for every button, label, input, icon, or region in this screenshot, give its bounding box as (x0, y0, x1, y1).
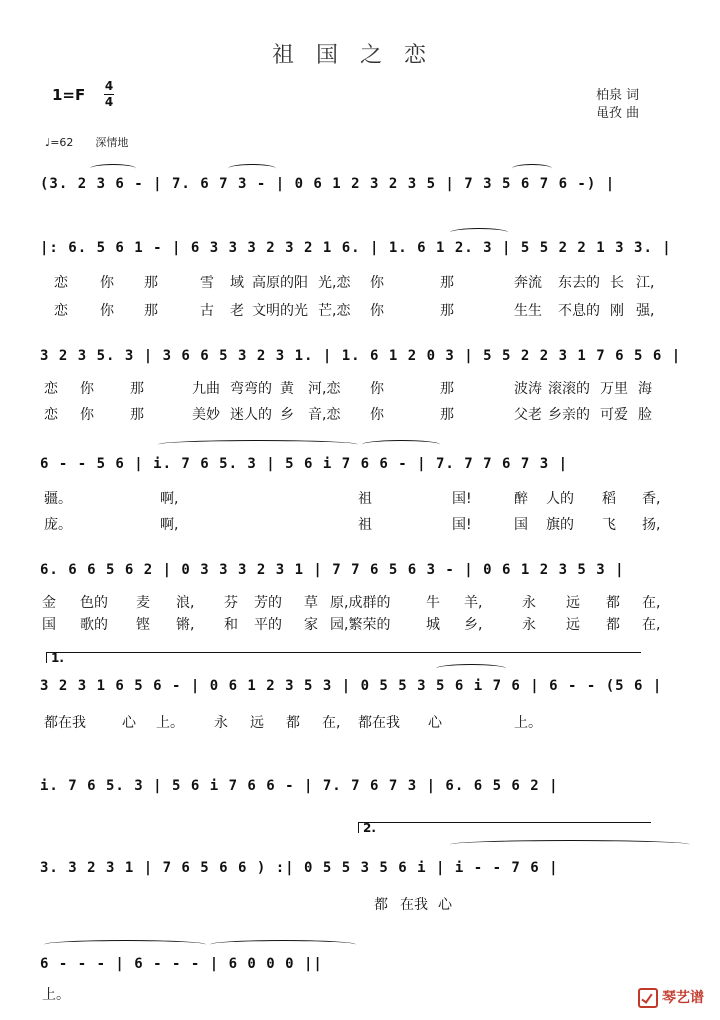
lyrics-verse1-line3: 疆。 啊, 祖 国! 醉 人的 稻 香, (44, 491, 661, 507)
slur (228, 164, 276, 173)
slur (210, 940, 356, 949)
tempo-marking: ♩=62 深情地 (45, 136, 129, 149)
notation-line: i. 7 6 5. 3 | 5 6 i 7 6 6 - | 7. 7 6 7 3 | 6. 6 5 6 2 | (40, 778, 559, 794)
second-ending-bracket: 2. (358, 822, 651, 833)
logo-icon (638, 988, 658, 1008)
score-system-3 (40, 348, 680, 382)
watermark-logo: 琴艺谱 (638, 987, 704, 1008)
score-system-8 (40, 860, 680, 894)
score-system-5 (40, 562, 680, 596)
slur (158, 440, 358, 449)
notation-line: 3. 3 2 3 1 | 7 6 5 6 6 ) :| 0 5 5 3 5 6 i | i - - 7 6 | (40, 860, 559, 876)
lyrics-verse2-line1: 恋 你 那 古 老 文明的 光 芒,恋 你 那 生生 不息的 刚 强, (54, 303, 655, 319)
page-title: 祖国之恋 (271, 43, 448, 68)
notation-line: |: 6. 5 6 1 - | 6 3 3 3 2 3 2 1 6. | 1. 6 1 2. 3 | 5 5 2 2 1 3 3. | (40, 240, 672, 256)
key-signature: 1=F (52, 86, 86, 104)
time-numerator: 4 (104, 79, 114, 93)
slur (512, 164, 552, 173)
score-system-7 (40, 778, 680, 812)
lyrics-verse2-line3: 庞。 啊, 祖 国! 国 旗的 飞 扬, (44, 517, 661, 533)
notation-line: 6. 6 6 5 6 2 | 0 3 3 3 2 3 1 | 7 7 6 5 6 3 - | 0 6 1 2 3 5 3 | (40, 562, 625, 578)
lyrics-line5: 都在我 心 上。 永 远 都 在, 都在我 心 上。 (44, 715, 542, 731)
score-system-6 (40, 678, 680, 712)
composer-credit: 黾孜 曲 (596, 106, 640, 121)
lyrics-line7: 上。 (42, 987, 70, 1003)
score-system-4 (40, 456, 680, 490)
lyrics-verse2-line4: 国 歌的 铿 锵, 和 平的 家 园,繁荣的 城 乡, 永 远 都 在, (42, 617, 661, 633)
notation-line: 6 - - - | 6 - - - | 6 0 0 0 || (40, 956, 323, 972)
lyrics-line6: 都 在我 心 (374, 897, 452, 913)
time-denominator: 4 (104, 95, 114, 109)
slur (362, 440, 440, 449)
slur (450, 840, 690, 849)
first-ending-bracket: 1. (46, 652, 641, 663)
lyrics-verse1-line4: 金 色的 麦 浪, 芬 芳的 草 原,成群的 牛 羊, 永 远 都 在, (42, 595, 661, 611)
score-system-2 (40, 240, 680, 274)
lyrics-verse1-line1: 恋 你 那 雪 域 高原的 阳 光,恋 你 那 奔流 东去的 长 江, (54, 275, 655, 291)
notation-line: (3. 2 3 6 - | 7. 6 7 3 - | 0 6 1 2 3 2 3 5 | 7 3 5 6 7 6 -) | (40, 176, 616, 192)
notation-line: 3 2 3 1 6 5 6 - | 0 6 1 2 3 5 3 | 0 5 5 3 5 6 i 7 6 | 6 - - (5 6 | (40, 678, 663, 694)
lyrics-verse1-line2: 恋 你 那 九曲 弯弯的 黄 河,恋 你 那 波涛 滚滚的 万里 海 (44, 381, 652, 397)
time-signature (104, 80, 114, 109)
lyrics-verse2-line2: 恋 你 那 美妙 迷人的 乡 音,恋 你 那 父老 乡亲的 可爱 脸 (44, 407, 652, 423)
lyricist-credit: 柏泉 词 (596, 88, 640, 103)
notation-line: 6 - - 5 6 | i. 7 6 5. 3 | 5 6 i 7 6 6 - | 7. 7 7 6 7 3 | (40, 456, 569, 472)
slur (44, 940, 206, 949)
slur (450, 228, 508, 237)
notation-line: 3 2 3 5. 3 | 3 6 6 5 3 2 3 1. | 1. 6 1 2 0 3 | 5 5 2 2 3 1 7 6 5 6 | (40, 348, 682, 364)
slur (90, 164, 136, 173)
slur (436, 664, 506, 673)
score-system-1 (40, 176, 680, 210)
